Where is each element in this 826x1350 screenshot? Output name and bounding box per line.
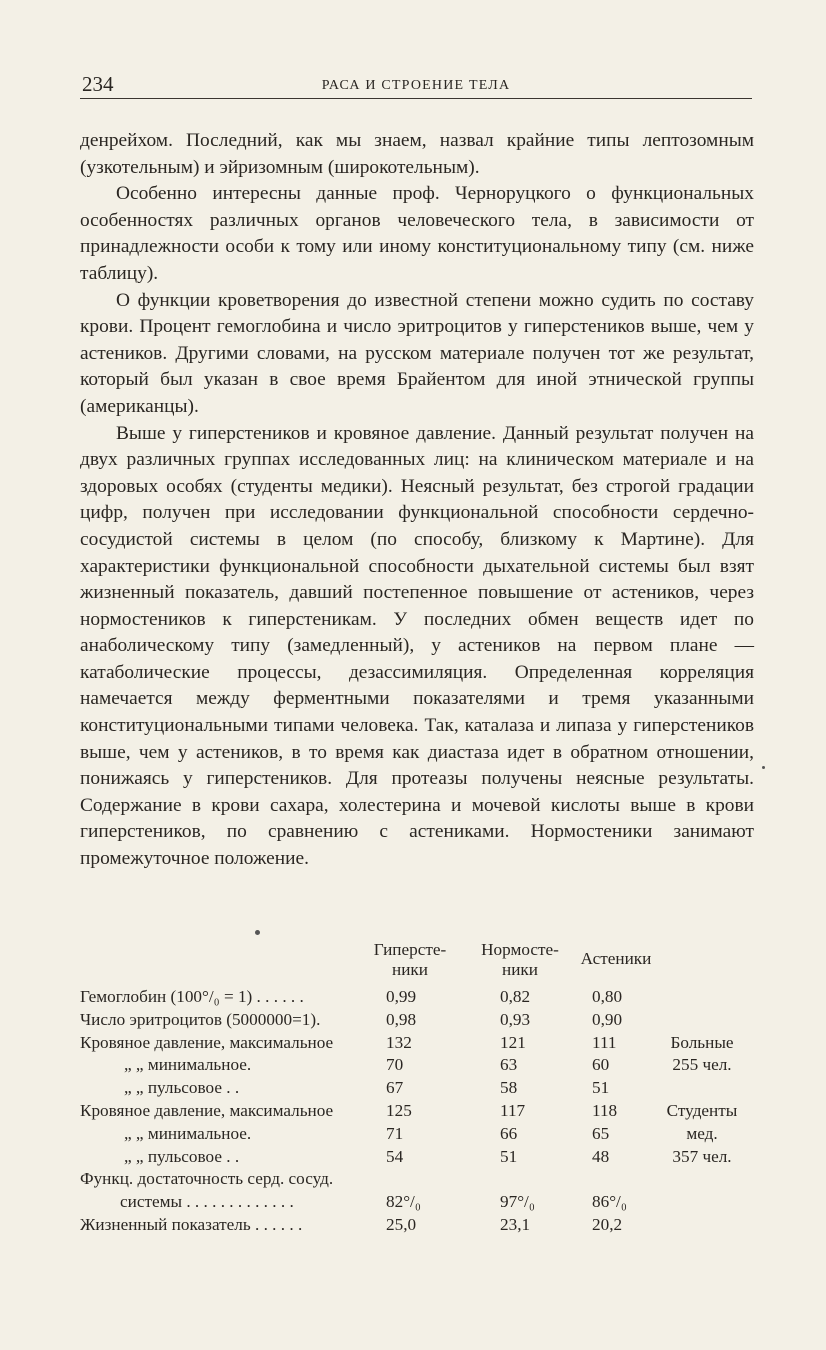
row-label: Кровяное давление, максимальное [80, 1032, 334, 1052]
row-label: Функц. достаточность серд. сосуд. [80, 1169, 334, 1189]
cell-normo: 66 [500, 1123, 518, 1143]
cell-hyper: 70 [386, 1055, 404, 1075]
paragraph: Выше у гиперстеников и кровяное давление. Данный результат получен на двух различных группах исследованных лиц: на клиническом материале и на здоровых особях (студенты медики). Неясный результат, без строгой градации цифр, получен при исследовании функциональной способности сердечно-сосудистой системы в целом (по способу, близкому к Мартине). Для характеристики функциональной способности дыхательной системы был взят жизненный показатель, давший постепенное повышение от астеников, через нормостеников к гиперстеникам. У последних обмен веществ идет по анаболическому типу (замедленный), у астеников на первом плане — катаболические процессы, дезассимиляция. Определенная корреляция намечается между ферментными показателями и тремя указанными конституциональными типами человека. Так, каталаза и липаза у гиперстеников выше, чем у астеников, в то время как диастаза идет в обратном отношении, понижаясь у гиперстеников. Для протеазы получены неясные результаты. Содержание в крови сахара, холестерина и мочевой кислоты выше в крови гиперстеников, по сравнению с астениками. Нормостеники занимают промежуточное положение. [80, 422, 754, 870]
cell-aste: 0,90 [592, 1009, 623, 1029]
cell-hyper: 0,99 [386, 987, 417, 1006]
paper-speck [762, 766, 765, 769]
header-text: ники [502, 960, 538, 979]
group-note: 255 чел. [672, 1055, 732, 1075]
table-row [80, 1214, 760, 1237]
row-label: Гемоглобин (100°/₀ = 1) . . . . . . [80, 987, 304, 1006]
cell-normo: 58 [500, 1078, 518, 1098]
cell-normo: 97°/₀ [500, 1192, 535, 1212]
table-row [80, 1077, 760, 1100]
cell-aste: 48 [592, 1146, 610, 1166]
running-title: РАСА И СТРОЕНИЕ ТЕЛА [321, 78, 511, 93]
cell-hyper: 25,0 [386, 1214, 417, 1234]
table-row [80, 1191, 760, 1214]
page-header [80, 72, 752, 99]
table-header [80, 940, 760, 986]
table-row [80, 1100, 760, 1123]
group-note: 357 чел. [672, 1146, 732, 1166]
group-note: Студенты [666, 1100, 738, 1120]
cell-aste: 0,80 [592, 987, 623, 1006]
row-label: системы . . . . . . . . . . . . . [120, 1192, 294, 1212]
header-text: Гиперсте- [373, 940, 447, 959]
paper-speck [255, 930, 260, 935]
row-label: Число эритроцитов (5000000=1). [80, 1009, 321, 1029]
cell-aste: 111 [592, 1032, 617, 1052]
cell-aste: 86°/₀ [592, 1192, 627, 1212]
cell-hyper: 67 [386, 1078, 404, 1098]
cell-normo: 23,1 [500, 1214, 531, 1234]
cell-aste: 20,2 [592, 1214, 623, 1234]
cell-normo: 0,93 [500, 1009, 531, 1029]
paragraph: Особенно интересны данные проф. Черноруцкого о функциональных особенностях различных органов человеческого тела, в зависимости от принадлежности особи к тому или иному конституциональному типу (см. ниже таблицу). [80, 183, 754, 284]
body-text [80, 128, 754, 873]
row-label: „ „ минимальное. [124, 1055, 252, 1075]
cell-hyper: 82°/₀ [386, 1192, 421, 1212]
page-number: 234 [82, 72, 114, 96]
header-hypersthenics [362, 940, 458, 980]
header-asthenics: Астеники [580, 949, 652, 968]
cell-normo: 63 [500, 1055, 518, 1075]
row-label: Кровяное давление, максимальное [80, 1100, 334, 1120]
cell-aste: 118 [592, 1100, 618, 1120]
table-row [80, 1032, 760, 1055]
paragraph: О функции кроветворения до известной степени можно судить по составу крови. Процент гемоглобина и число эритроцитов у гиперстеников выше, чем у астеников. Другими словами, на русском материале получен тот же результат, который был указан в свое время Брайентом для иной этнической группы (американцы). [80, 289, 754, 417]
data-table [80, 940, 760, 1237]
cell-normo: 51 [500, 1146, 518, 1166]
header-text: Нормосте- [481, 940, 559, 959]
row-label: „ „ пульсовое . . [124, 1078, 240, 1098]
table-row [80, 1054, 760, 1077]
cell-aste: 60 [592, 1055, 610, 1075]
table-row [80, 1168, 760, 1191]
row-label: „ „ пульсовое . . [124, 1146, 240, 1166]
cell-normo: 121 [500, 1032, 526, 1052]
group-note: Больные [670, 1032, 734, 1052]
header-normosthenics [474, 940, 566, 980]
cell-hyper: 0,98 [386, 1009, 417, 1029]
paragraph: денрейхом. Последний, как мы знаем, назвал крайние типы лептозомным (узкотельным) и эйризомным (широкотельным). [80, 130, 754, 178]
table-row [80, 1009, 760, 1032]
header-text: ники [392, 960, 428, 979]
group-note: мед. [686, 1123, 718, 1143]
cell-hyper: 54 [386, 1146, 404, 1166]
table-row [80, 1146, 760, 1169]
cell-normo: 117 [500, 1100, 526, 1120]
row-label: „ „ минимальное. [124, 1123, 252, 1143]
cell-normo: 0,82 [500, 987, 531, 1006]
table-row [80, 1123, 760, 1146]
table-row [80, 986, 760, 1009]
cell-aste: 65 [592, 1123, 610, 1143]
cell-aste: 51 [592, 1078, 610, 1098]
cell-hyper: 71 [386, 1123, 404, 1143]
cell-hyper: 125 [386, 1100, 412, 1120]
cell-hyper: 132 [386, 1032, 412, 1052]
row-label: Жизненный показатель . . . . . . [80, 1214, 303, 1234]
